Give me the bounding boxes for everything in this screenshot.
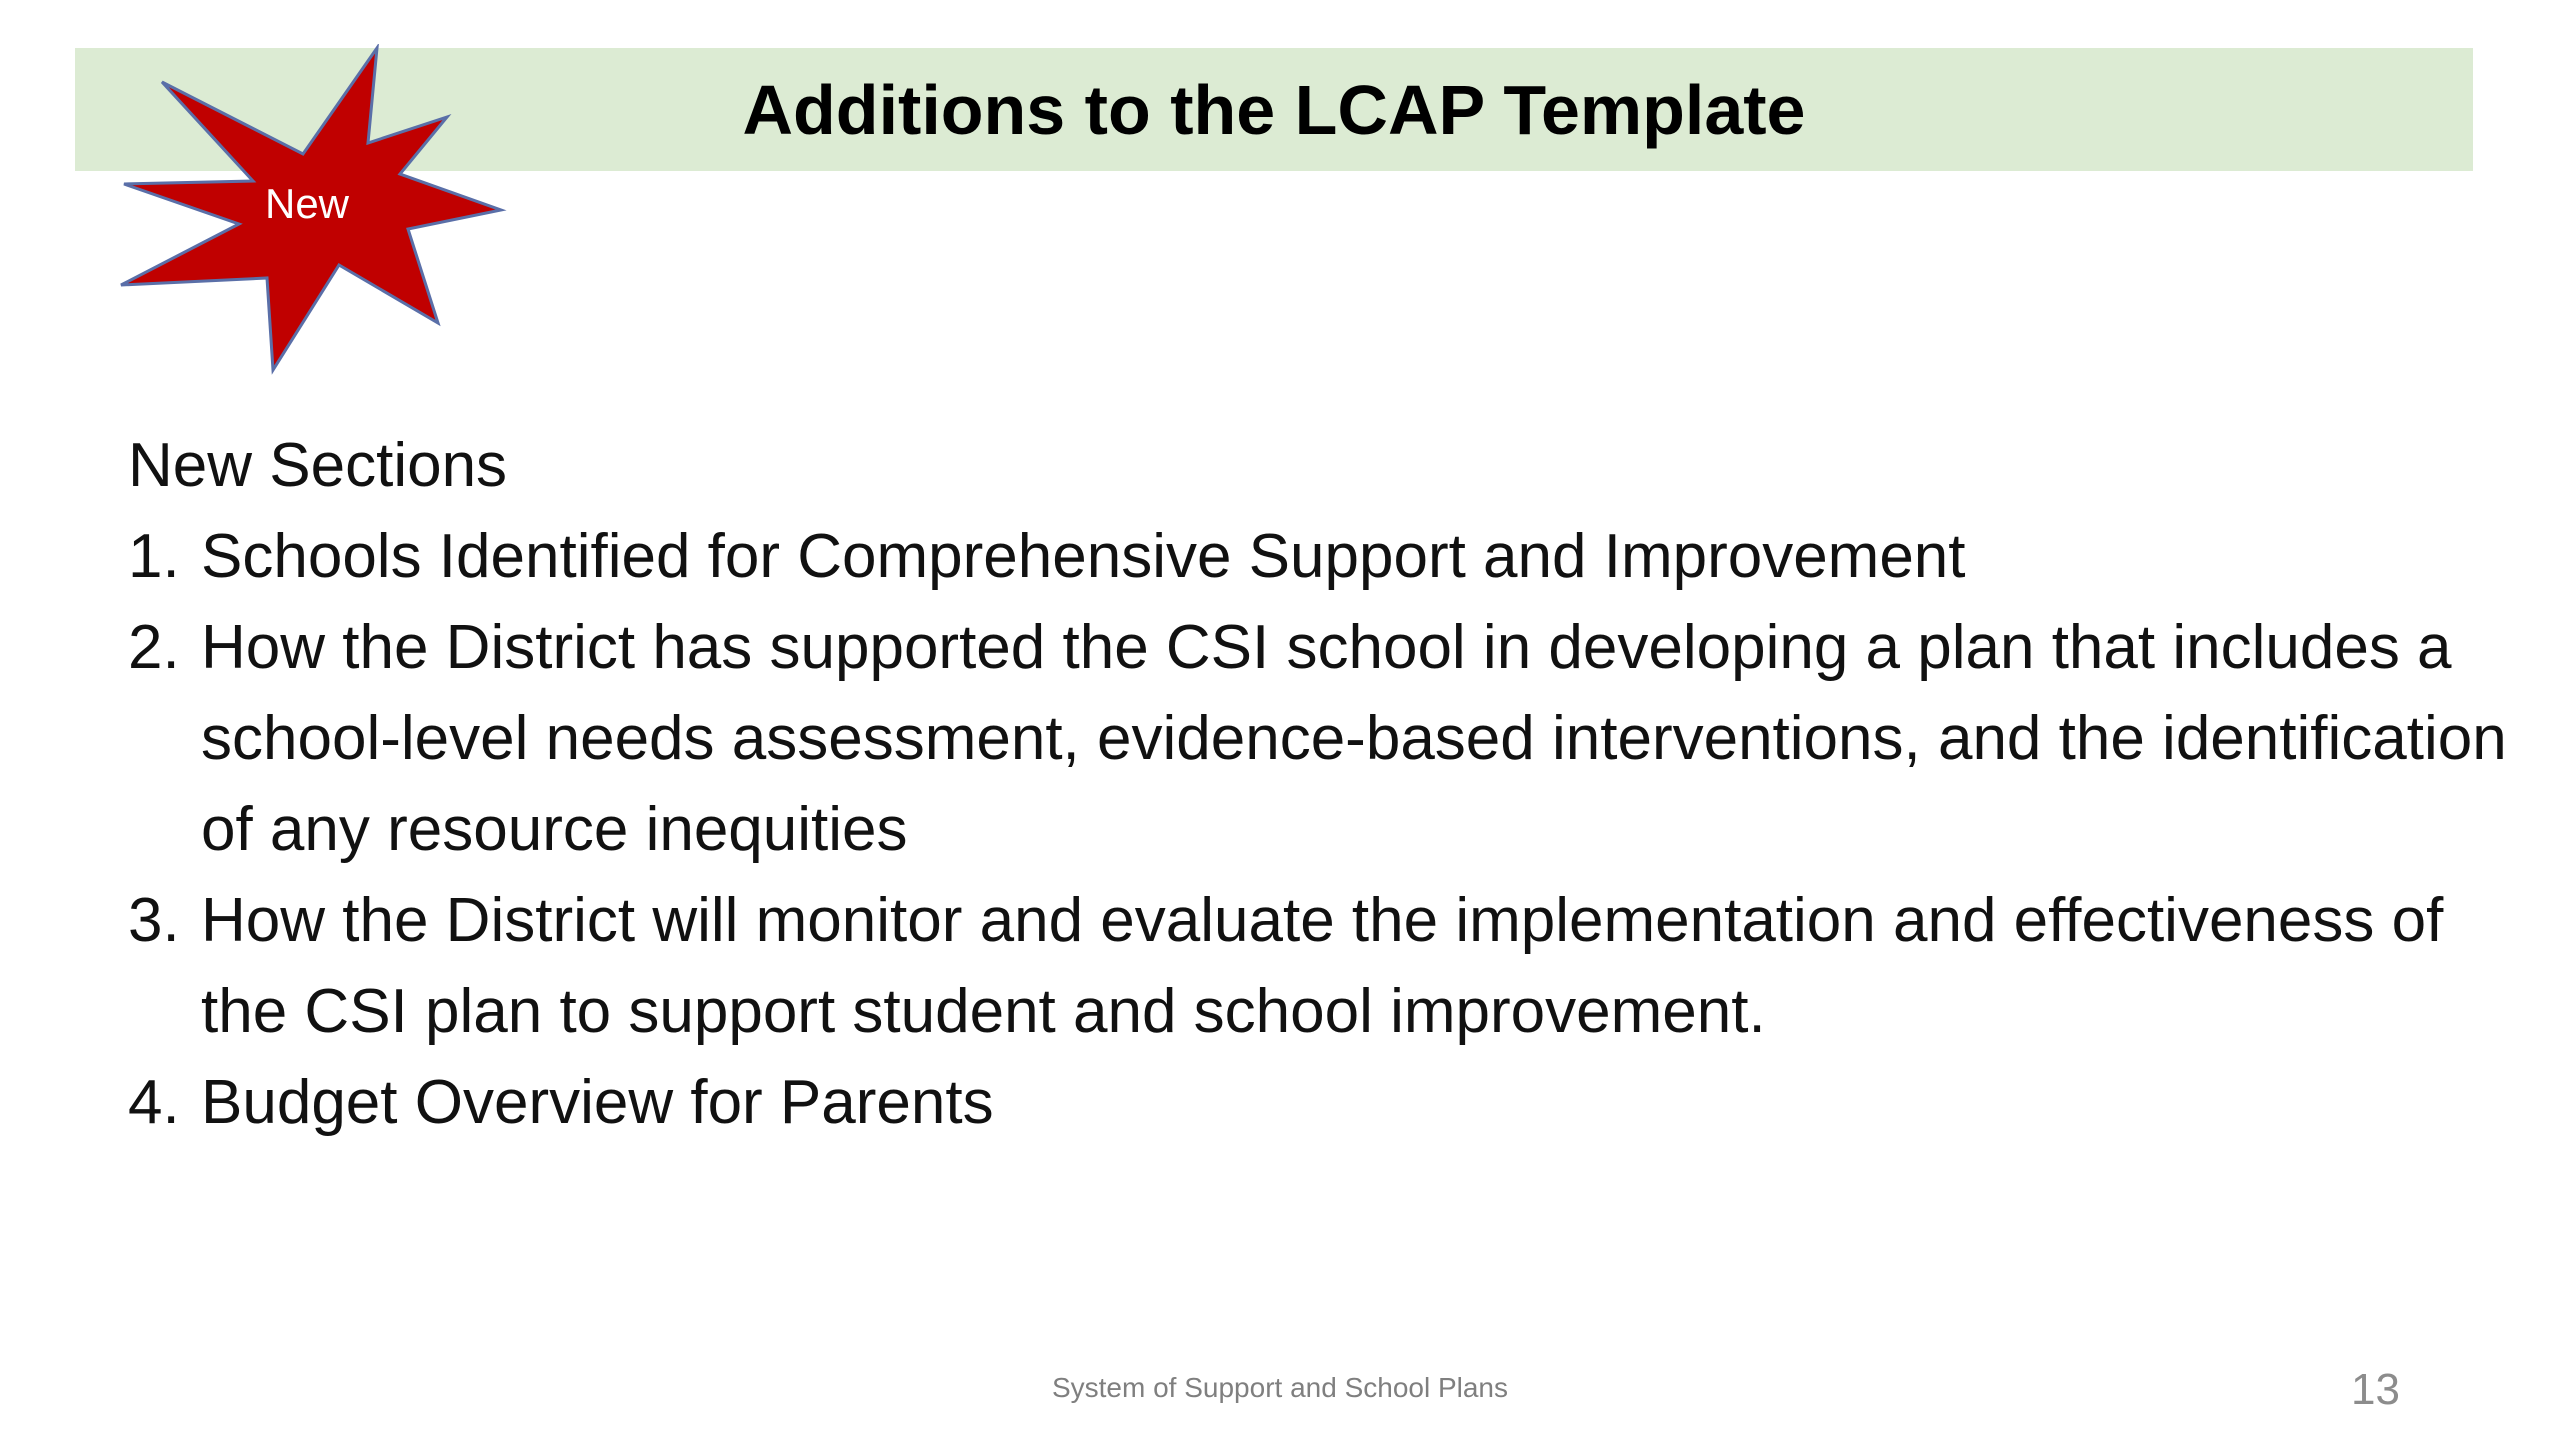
list-item <box>128 875 2508 1057</box>
list-item-number: 2. <box>128 613 180 682</box>
list-item-number: 1. <box>128 522 180 591</box>
new-badge <box>118 44 514 380</box>
new-badge-label: New <box>264 180 350 227</box>
content-body <box>128 420 2508 1148</box>
list-item-number: 3. <box>128 886 180 955</box>
section-heading: New Sections <box>128 431 508 500</box>
slide-number: 13 <box>2351 1365 2400 1414</box>
list-item-text: Schools Identified for Comprehensive Support and Improvement <box>201 522 1966 591</box>
list-item-number: 4. <box>128 1068 180 1137</box>
list-item <box>128 1057 2508 1148</box>
list-item <box>128 602 2508 875</box>
footer-text: System of Support and School Plans <box>1051 1372 1509 1403</box>
list-item-text: How the District has supported the CSI school in developing a plan that includes a school-level needs assessment, evidence-based interventions, and the identification of any resource inequities <box>201 613 2507 864</box>
list-item-text: How the District will monitor and evaluate the implementation and effectiveness of the CSI plan to support student and school improvement. <box>201 886 2444 1046</box>
new-sections-list <box>128 511 2508 1148</box>
list-item-text: Budget Overview for Parents <box>201 1068 994 1137</box>
slide-title: Additions to the LCAP Template <box>742 70 1806 149</box>
list-item <box>128 511 2508 602</box>
